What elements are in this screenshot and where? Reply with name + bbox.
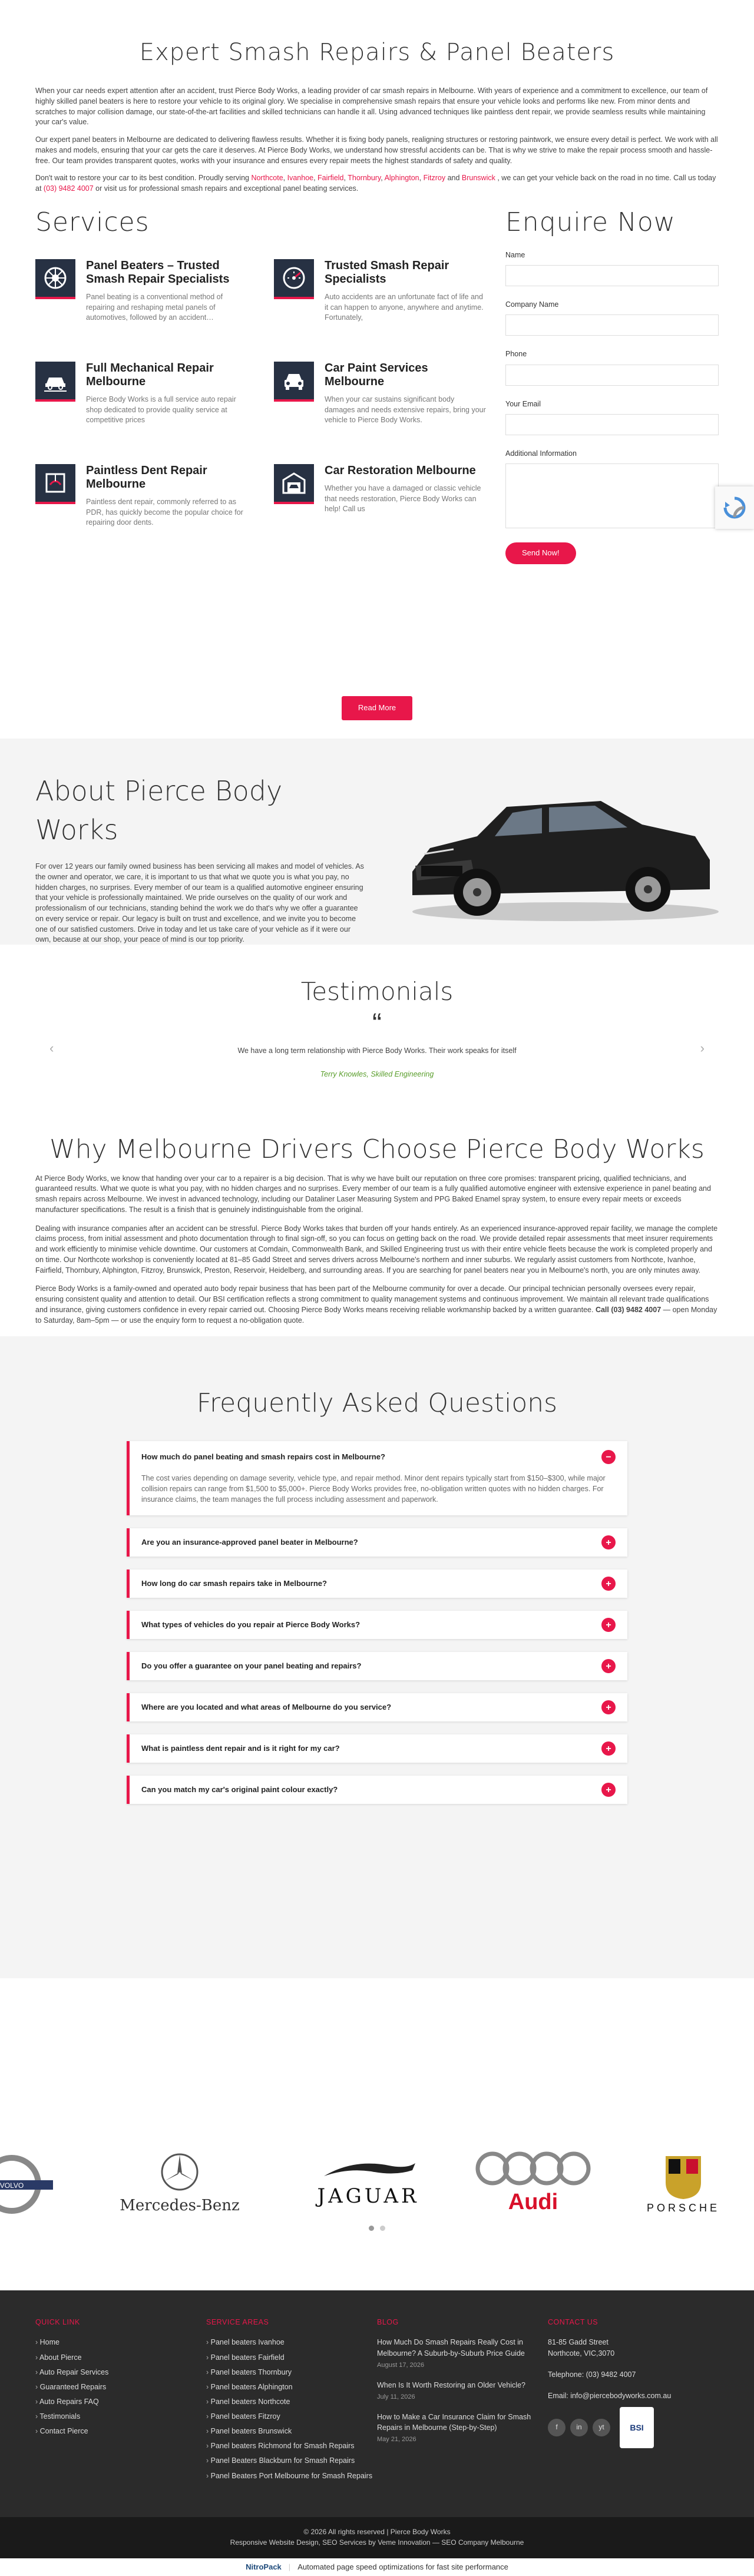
link-ivanhoe[interactable]: Ivanhoe (287, 174, 314, 183)
svg-text:VOLVO: VOLVO (0, 2181, 24, 2190)
service-card[interactable] (274, 362, 489, 464)
recaptcha-icon[interactable] (715, 486, 754, 529)
faq-item[interactable] (127, 1734, 627, 1763)
service-card[interactable] (35, 362, 250, 464)
service-title[interactable]: Car Paint Services Melbourne (325, 362, 428, 389)
service-title[interactable]: Paintless Dent Repair Melbourne (86, 464, 207, 491)
blog-post-date: July 11, 2026 (377, 2393, 415, 2400)
jaguar-logo (295, 2149, 442, 2220)
faq-item[interactable] (127, 1693, 627, 1721)
faq-item[interactable] (127, 1776, 627, 1804)
service-text: When your car sustains significant body damages and needs extensive repairs, bring your vehicle to Pierce Body Works. (325, 395, 486, 425)
footer-link[interactable]: › Home (35, 2337, 206, 2347)
services-heading: Services (35, 207, 150, 237)
why-paragraph-2: Dealing with insurance companies after an accident can be stressful. Pierce Body Works takes that burden off your hands entirely. As an experienced insurance-approved repair facility, we manage the complete claims process, from initial assessment and photo documentation through to final sign-off, so you can focus on getting back on the road. We provide detailed repair assessments that meet insurer requirements and work efficiently to minimise vehicle downtime. Our customers at Comdain, Commonwealth Bank, and Skilled Engineering trust us with their entire vehicle fleets because the work is completed properly and on time. Our Northcote workshop is conveniently located at 81–85 Gadd Street and serves drivers across Melbourne's northern and inner suburbs. We regularly assist customers from Northcote, Ivanhoe, Fairfield, Thornbury, Alphington, Fitzroy, Brunswick, Preston, Reservoir, Heidelberg, and surrounding areas. If you are searching for panel beaters near you in Melbourne's north, you are only minutes away. (35, 1224, 718, 1274)
enquire-heading: Enquire Now (505, 207, 676, 237)
plus-icon[interactable]: + (601, 1783, 616, 1797)
intro (35, 86, 719, 194)
why-section (35, 1115, 719, 1326)
about-heading: About Pierce Body Works (35, 774, 283, 846)
faq-question[interactable]: Are you an insurance-approved panel beater in Melbourne? (141, 1538, 358, 1547)
area-link[interactable]: › Panel beaters Alphington (206, 2382, 377, 2392)
porsche-text: PORSCHE (646, 2202, 720, 2214)
faq-heading: Frequently Asked Questions (196, 1388, 558, 1419)
phone-field[interactable] (505, 365, 719, 386)
call-link[interactable]: Call (03) 9482 4007 (595, 1305, 662, 1314)
why-paragraph-1: At Pierce Body Works, we know that handing over your car to a repairer is a big decision. That is why we have built our reputation on three core promises: transparent pricing, qualified technicians, and guaranteed results. What we quote is what you pay, with no hidden charges and no surprises. Every member of our team is a fully qualified automotive engineer with extensive experience in panel beating and smash repairs across Melbourne. We invest in advanced technology, including our Dataliner Laser Measuring System and PPG Baked Enamel spray system, to ensure every repair meets or exceeds manufacturer specifications. The result is a finish that is genuinely indistinguishable from the original. (35, 1174, 711, 1214)
social-links (548, 2407, 713, 2448)
testimonials-section (0, 945, 754, 1115)
services-grid (35, 259, 489, 567)
service-text: Panel beating is a conventional method of repairing and reshaping metal panels of automotives, followed by an accident… (86, 293, 223, 322)
about-text: For over 12 years our family owned business has been servicing all makes and model of vehicles. As the owner and operator, we care, it is important to us that what we quote you is what you pay, no hidden charges, no surprises. Every member of our team is a qualified automotive engineer ensuring that your vehicle is professionally maintained. We pride ourselves on the quality of our work and professionalism of our technicians, standing behind the work we do that's why we offer a guarantee on every service or repair. Our legacy is built on trust and excellence, and we invite you to become one of our satisfied customers. Drive in today and let us take care of your vehicle as if it were our own, because at our shop, your peace of mind is our top priority. (35, 862, 364, 944)
facebook-icon[interactable]: f (548, 2419, 566, 2436)
why-heading: Why Melbourne Drivers Choose Pierce Body Works (49, 1134, 705, 1164)
credits-bar (0, 2517, 754, 2558)
quote-icon: “ (372, 1008, 382, 1039)
minus-icon[interactable]: − (601, 1450, 616, 1464)
testimonials-heading: Testimonials (300, 976, 454, 1006)
chevron-left-icon[interactable]: ‹ (49, 1040, 54, 1055)
read-more-wrap (35, 696, 719, 720)
nitropack-bar: NitroPack | Automated page speed optimizations for fast site performance (0, 2558, 754, 2576)
footer-link[interactable]: › Auto Repair Services (35, 2367, 206, 2378)
intro-paragraph-3 (35, 173, 719, 194)
name-label: Name (505, 251, 525, 260)
why-paragraph-3 (35, 1284, 719, 1326)
company-field[interactable] (505, 314, 719, 336)
faq-item[interactable] (127, 1570, 627, 1598)
info-label: Additional Information (505, 449, 577, 458)
area-link[interactable]: › Panel Beaters Blackburn for Smash Repairs (206, 2455, 377, 2466)
blog-post[interactable] (377, 2412, 548, 2445)
service-title[interactable]: Car Restoration Melbourne (325, 464, 476, 478)
link-fitzroy[interactable]: Fitzroy (423, 174, 446, 183)
sep: , (283, 174, 287, 183)
services-section (35, 207, 719, 712)
blog-post[interactable] (377, 2380, 548, 2402)
service-title[interactable]: Full Mechanical Repair Melbourne (86, 362, 214, 389)
enquire-form (505, 208, 719, 697)
sep: and (445, 174, 462, 183)
service-areas (206, 2317, 377, 2485)
link-brunswick[interactable]: Brunswick (461, 174, 495, 183)
garage-icon (274, 464, 314, 504)
link-fairfield[interactable]: Fairfield (318, 174, 344, 183)
service-card[interactable] (274, 259, 489, 362)
nitropack-text: Automated page speed optimizations for fast site performance (297, 2562, 508, 2571)
mercedes-logo (65, 2149, 295, 2220)
car-front-icon (274, 362, 314, 402)
plus-icon[interactable]: + (601, 1577, 616, 1591)
copyright: © 2026 All rights reserved | Pierce Body Works (303, 2528, 451, 2537)
quick-links (35, 2317, 206, 2485)
sep: , (419, 174, 424, 183)
page-title: Expert Smash Repairs & Panel Beaters (139, 39, 615, 66)
footer-link[interactable]: › Auto Repairs FAQ (35, 2396, 206, 2407)
wheel-icon (35, 259, 75, 299)
footer-link[interactable]: › Contact Pierce (35, 2426, 206, 2436)
area-link[interactable]: › Panel beaters Fairfield (206, 2352, 377, 2363)
blog-post[interactable] (377, 2337, 548, 2370)
area-link[interactable]: › Panel beaters Northcote (206, 2396, 377, 2407)
address-line-2: Northcote, VIC,3070 (548, 2349, 615, 2358)
faq-question[interactable]: Can you match my car's original paint colour exactly? (141, 1785, 338, 1794)
faq-list (127, 1441, 627, 1804)
faq-question[interactable]: How long do car smash repairs take in Melbourne? (141, 1579, 327, 1588)
footer-link[interactable]: › Guaranteed Repairs (35, 2382, 206, 2392)
plus-icon[interactable]: + (601, 1741, 616, 1756)
blog-post-title[interactable]: How to Make a Car Insurance Claim for Smash Repairs in Melbourne (Step-by-Step) (377, 2412, 531, 2432)
testimonial-author: Terry Knowles, Skilled Engineering (320, 1070, 434, 1078)
footer-link[interactable]: › About Pierce (35, 2352, 206, 2363)
blog-post-title[interactable]: When Is It Worth Restoring an Older Vehicle? (377, 2380, 525, 2389)
brands-carousel (0, 2114, 754, 2267)
faq-question[interactable]: What types of vehicles do you repair at Pierce Body Works? (141, 1620, 361, 1630)
company-label: Company Name (505, 300, 559, 309)
faq-item[interactable] (127, 1528, 627, 1557)
area-link[interactable]: › Panel beaters Brunswick (206, 2426, 377, 2436)
faq-item[interactable] (127, 1611, 627, 1639)
email-field[interactable] (505, 414, 719, 435)
nitropack-logo[interactable]: NitroPack (246, 2562, 282, 2571)
services-column (35, 208, 489, 697)
linkedin-icon[interactable]: in (570, 2419, 588, 2436)
service-text: Auto accidents are an unfortunate fact of life and it can happen to anyone, anywhere and anytime. Fortunately, (325, 293, 484, 322)
plus-icon[interactable]: + (601, 1700, 616, 1714)
blog-title: BLOG (377, 2318, 399, 2327)
sep: , (313, 174, 318, 183)
footer (0, 2290, 754, 2517)
send-button[interactable]: Send Now! (505, 542, 576, 564)
faq-answer: The cost varies depending on damage severity, vehicle type, and repair method. Minor dent repairs typically start from $150–$300, while major collision repairs can range from $1,500 to $5,000+. Pierce Body Works provides free, no-obligation written quotes with no hidden charges. For insurance claims, the team manages the full process including assessment and paperwork. (141, 1474, 606, 1504)
sep: , (381, 174, 385, 183)
service-title[interactable]: Trusted Smash Repair Specialists (325, 259, 449, 286)
faq-item[interactable] (127, 1441, 627, 1515)
service-card[interactable] (35, 259, 250, 362)
service-card[interactable] (35, 464, 250, 567)
quick-title: QUICK LINK (35, 2318, 80, 2327)
service-text: Whether you have a damaged or classic vehicle that needs restoration, Pierce Body Works can help! Call us (325, 484, 481, 514)
faq-section (0, 1336, 754, 1978)
name-field[interactable] (505, 265, 719, 286)
faq-question[interactable]: What is paintless dent repair and is it right for my car? (141, 1744, 340, 1753)
car-lift-icon (35, 362, 75, 402)
area-link[interactable]: › Panel beaters Richmond for Smash Repairs (206, 2441, 377, 2451)
link-thornbury[interactable]: Thornbury (348, 174, 381, 183)
blog-post-title[interactable]: How Much Do Smash Repairs Really Cost in Melbourne? A Suburb-by-Suburb Price Guide (377, 2338, 525, 2358)
why-text: — open Monday to Saturday, 8am–5pm — or use the enquiry form to request a no-obligation quote. (35, 1305, 717, 1325)
youtube-icon[interactable]: yt (593, 2419, 610, 2436)
volvo-logo (0, 2149, 65, 2220)
bsi-badge: BSI (620, 2407, 654, 2448)
gauge-icon (274, 259, 314, 299)
intro-paragraph-2: Our expert panel beaters in Melbourne are dedicated to delivering flawless results. Whether it is fixing body panels, realigning structures or restoring paintwork, we ensure every detail is perfect. We work with all makes and models, ensuring that your car gets the care it deserves. At Pierce Body Works, we understand how stressful accidents can be. That is why we strive to make the repair process smooth and hassle-free. Our team provides transparent quotes, works with your insurance and ensures every repair meets the highest standards of safety and quality. (35, 135, 718, 165)
plus-icon[interactable]: + (601, 1659, 616, 1673)
chevron-right-icon[interactable]: › (700, 1040, 705, 1055)
audi-text: Audi (508, 2189, 558, 2214)
telephone[interactable]: Telephone: (03) 9482 4007 (548, 2370, 636, 2379)
read-more-button[interactable]: Read More (342, 696, 412, 720)
blog-post-date: August 17, 2026 (377, 2361, 425, 2369)
contact-us (548, 2317, 713, 2485)
area-link[interactable]: › Panel Beaters Port Melbourne for Smash Repairs (206, 2471, 377, 2481)
plus-icon[interactable]: + (601, 1535, 616, 1549)
email[interactable]: Email: info@piercebodyworks.com.au (548, 2391, 672, 2400)
sep: , (343, 174, 348, 183)
plus-icon[interactable]: + (601, 1618, 616, 1632)
phone-label: Phone (505, 350, 527, 359)
service-text: Pierce Body Works is a full service auto repair shop dedicated to provide quality service at competitive prices (86, 395, 236, 425)
form (505, 250, 719, 564)
info-textarea[interactable] (505, 463, 719, 528)
dent-icon (35, 464, 75, 504)
intro-text: Don't wait to restore your car to its best condition. Proudly serving (35, 174, 252, 183)
audi-logo (442, 2149, 624, 2220)
area-link[interactable]: › Panel beaters Thornbury (206, 2367, 377, 2378)
areas-title: SERVICE AREAS (206, 2318, 269, 2327)
blog-links (377, 2317, 548, 2485)
intro-text: or visit us for professional smash repairs and exceptional panel beating services. (93, 184, 359, 193)
faq-question[interactable]: Do you offer a guarantee on your panel beating and repairs? (141, 1661, 362, 1671)
service-text: Paintless dent repair, commonly referred to as PDR, has quickly become the popular choice for repairing door dents. (86, 498, 243, 527)
porsche-logo (624, 2149, 742, 2220)
blog-post-date: May 21, 2026 (377, 2435, 416, 2443)
about-section (0, 739, 754, 945)
carousel-dot[interactable] (369, 2226, 374, 2231)
faq-item[interactable] (127, 1652, 627, 1680)
designer-credit[interactable]: Responsive Website Design, SEO Services by Veme Innovation — SEO Company Melbourne (230, 2538, 524, 2547)
area-link[interactable]: › Panel beaters Ivanhoe (206, 2337, 377, 2347)
faq-question[interactable]: How much do panel beating and smash repairs cost in Melbourne? (141, 1452, 385, 1461)
email-label: Your Email (505, 399, 541, 408)
phone-link[interactable]: (03) 9482 4007 (43, 184, 94, 193)
link-alphington[interactable]: Alphington (384, 174, 419, 183)
carousel-dots (0, 2223, 754, 2234)
link-northcote[interactable]: Northcote (251, 174, 283, 183)
service-title[interactable]: Panel Beaters – Trusted Smash Repair Specialists (86, 259, 230, 286)
testimonial-text: We have a long term relationship with Pierce Body Works. Their work speaks for itself (237, 1046, 517, 1055)
jaguar-text: JAGUAR (317, 2184, 419, 2208)
car-image (389, 772, 719, 931)
area-link[interactable]: › Panel beaters Fitzroy (206, 2411, 377, 2422)
address-line-1: 81-85 Gadd Street (548, 2338, 609, 2347)
faq-question[interactable]: Where are you located and what areas of Melbourne do you service? (141, 1703, 392, 1712)
contact-title: CONTACT US (548, 2318, 598, 2327)
footer-link[interactable]: › Testimonials (35, 2411, 206, 2422)
why-text: Pierce Body Works is a family-owned and operated auto body repair business that has been part of the Melbourne community for over a decade. Our principal technician personally oversees every repair, ensuring consistent quality and attention to detail. Our BSI certification reflects a strong commitment to quality management systems and continuous improvement. We maintain all relevant trade qualifications and insurance, giving customers confidence in every repair carried out. Choosing Pierce Body Works means receiving reliable workmanship backed by a written guarantee. (35, 1284, 709, 1314)
intro-paragraph-1: When your car needs expert attention after an accident, trust Pierce Body Works, a leading provider of car smash repairs in Melbourne. With years of experience and a commitment to excellence, our team of highly skilled panel beaters is here to restore your vehicle to its original glory. We specialise in comprehensive smash repairs that ensure your vehicle looks and performs like new. From minor dents and scratches to major collision damage, our state-of-the-art facilities and skilled technicians can handle it all. Using advanced techniques like paintless dent repair, we provide seamless results while maintaining your car's value. (35, 87, 708, 127)
carousel-dot[interactable] (380, 2226, 385, 2231)
service-card[interactable] (274, 464, 489, 567)
intro-text: , we can get your vehicle back on the road in no time. Call us today at (35, 174, 716, 193)
mercedes-text: Mercedes-Benz (120, 2197, 240, 2215)
